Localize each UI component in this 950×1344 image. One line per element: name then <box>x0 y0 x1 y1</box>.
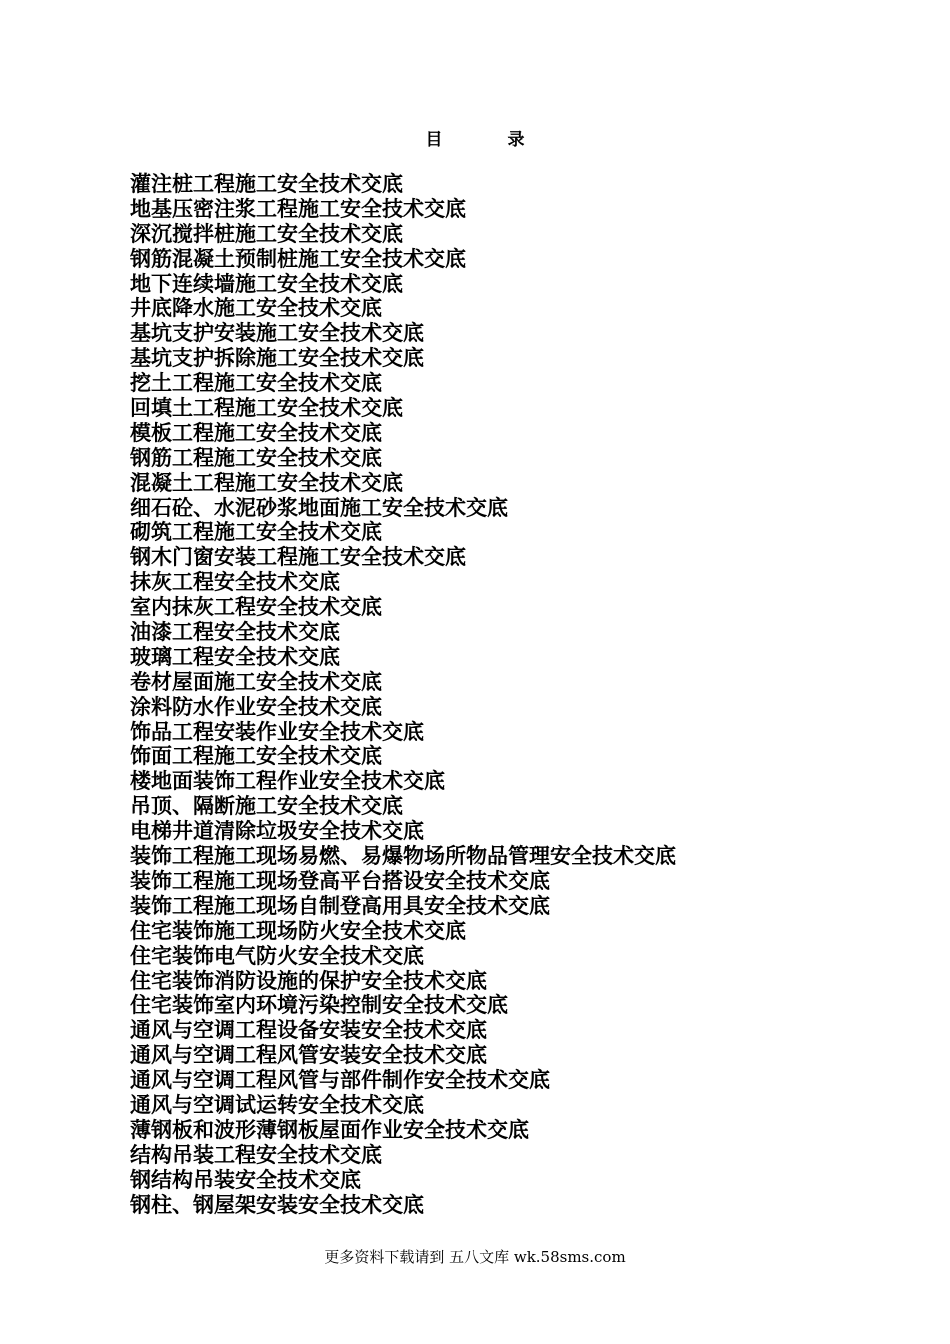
toc-item: 钢结构吊装安全技术交底 <box>130 1167 361 1192</box>
toc-item: 钢柱、钢屋架安装安全技术交底 <box>130 1192 424 1217</box>
toc-item: 薄钢板和波形薄钢板屋面作业安全技术交底 <box>130 1117 529 1142</box>
page-title: 目 录 <box>425 130 549 150</box>
toc-item: 通风与空调试运转安全技术交底 <box>130 1092 424 1117</box>
toc-item: 饰面工程施工安全技术交底 <box>130 744 382 769</box>
toc-item: 住宅装饰室内环境污染控制安全技术交底 <box>130 993 508 1018</box>
toc-item: 细石砼、水泥砂浆地面施工安全技术交底 <box>130 495 508 520</box>
page-footer: 更多资料下载请到 五八文库 wk.58sms.com <box>324 1248 626 1266</box>
toc-item: 吊顶、隔断施工安全技术交底 <box>130 794 403 819</box>
toc-item: 混凝土工程施工安全技术交底 <box>130 470 403 495</box>
toc-item: 装饰工程施工现场登高平台搭设安全技术交底 <box>130 868 550 893</box>
toc-item: 钢木门窗安装工程施工安全技术交底 <box>130 545 466 570</box>
toc-item: 灌注桩工程施工安全技术交底 <box>130 172 403 196</box>
toc-item: 结构吊装工程安全技术交底 <box>130 1142 382 1167</box>
toc-item: 深沉搅拌桩施工安全技术交底 <box>130 221 403 246</box>
toc-item: 基坑支护拆除施工安全技术交底 <box>130 346 424 371</box>
toc-item: 通风与空调工程风管安装安全技术交底 <box>130 1043 487 1068</box>
toc-item: 住宅装饰消防设施的保护安全技术交底 <box>130 968 487 993</box>
toc-item: 钢筋混凝土预制桩施工安全技术交底 <box>130 246 466 271</box>
toc-item: 基坑支护安装施工安全技术交底 <box>130 321 424 346</box>
toc-item: 住宅装饰电气防火安全技术交底 <box>130 943 424 968</box>
toc-item: 砌筑工程施工安全技术交底 <box>130 520 382 545</box>
toc-item: 饰品工程安装作业安全技术交底 <box>130 719 424 744</box>
toc-item: 卷材屋面施工安全技术交底 <box>130 669 382 694</box>
toc-item: 油漆工程安全技术交底 <box>130 620 340 645</box>
toc-item: 装饰工程施工现场自制登高用具安全技术交底 <box>130 893 550 918</box>
toc-item: 抹灰工程安全技术交底 <box>130 570 340 595</box>
toc-item: 装饰工程施工现场易燃、易爆物场所物品管理安全技术交底 <box>130 844 676 869</box>
table-of-contents <box>130 172 676 1217</box>
toc-item: 室内抹灰工程安全技术交底 <box>130 595 382 620</box>
toc-item: 地基压密注浆工程施工安全技术交底 <box>130 196 466 221</box>
toc-item: 通风与空调工程风管与部件制作安全技术交底 <box>130 1068 550 1093</box>
toc-item: 通风与空调工程设备安装安全技术交底 <box>130 1018 487 1043</box>
toc-item: 钢筋工程施工安全技术交底 <box>130 445 382 470</box>
toc-item: 地下连续墙施工安全技术交底 <box>130 271 403 296</box>
toc-item: 电梯井道清除垃圾安全技术交底 <box>130 819 424 844</box>
toc-item: 楼地面装饰工程作业安全技术交底 <box>130 769 445 794</box>
toc-item: 回填土工程施工安全技术交底 <box>130 396 403 421</box>
toc-item: 住宅装饰施工现场防火安全技术交底 <box>130 918 466 943</box>
toc-item: 井底降水施工安全技术交底 <box>130 296 382 321</box>
toc-item: 模板工程施工安全技术交底 <box>130 420 382 445</box>
toc-item: 涂料防水作业安全技术交底 <box>130 694 382 719</box>
toc-item: 挖土工程施工安全技术交底 <box>130 371 382 396</box>
toc-item: 玻璃工程安全技术交底 <box>130 644 340 669</box>
